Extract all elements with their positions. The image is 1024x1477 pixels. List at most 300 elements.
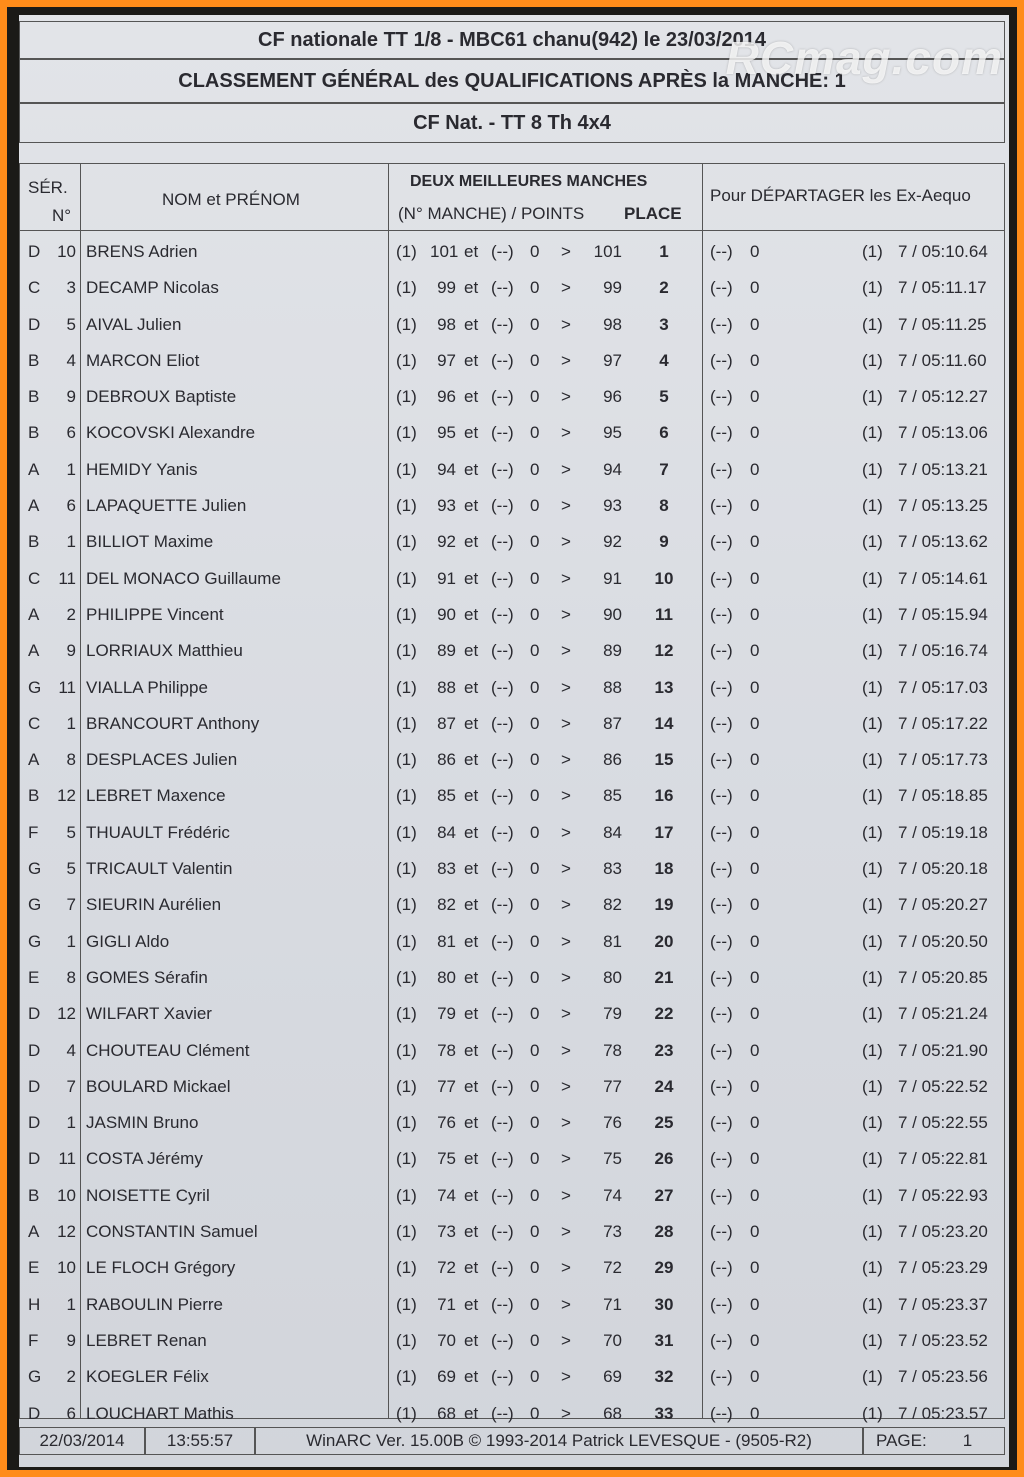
et-label: et	[464, 713, 479, 733]
tiebreak-time: 7 / 05:20.27	[898, 895, 988, 915]
manche-1-points: 72	[437, 1258, 456, 1278]
tiebreak-points: 0	[750, 1185, 760, 1205]
manche-2-points: 0	[530, 387, 540, 407]
table-row	[20, 234, 1004, 270]
place: 5	[659, 387, 669, 407]
manche-2-points: 0	[530, 931, 540, 951]
tiebreak-time: 7 / 05:20.85	[898, 967, 988, 987]
total-points: 94	[603, 459, 622, 479]
tiebreak-points: 0	[750, 1294, 760, 1314]
et-label: et	[464, 604, 479, 624]
place: 21	[654, 967, 674, 987]
tiebreak-best-manche: (1)	[862, 1149, 883, 1169]
tiebreak-best-manche: (1)	[862, 641, 883, 661]
manche-1-label: (1)	[396, 278, 417, 298]
tiebreak-points: 0	[750, 822, 760, 842]
place: 17	[654, 822, 674, 842]
place: 22	[654, 1004, 674, 1024]
place: 28	[654, 1222, 674, 1242]
manche-2-points: 0	[530, 242, 540, 261]
tiebreak-points: 0	[750, 496, 760, 516]
manche-1-points: 97	[437, 350, 456, 370]
total-points: 70	[603, 1330, 622, 1350]
manche-2-label: (--)	[491, 496, 514, 516]
manche-2-label: (--)	[491, 1004, 514, 1024]
tiebreak-best-manche: (1)	[862, 713, 883, 733]
gt-sign: >	[561, 641, 571, 661]
et-label: et	[464, 895, 479, 915]
tiebreak-best-manche: (1)	[862, 1367, 883, 1387]
print-date: 22/03/2014	[19, 1427, 145, 1455]
tiebreak-manche: (--)	[710, 677, 733, 697]
driver-name: VIALLA Philippe	[86, 677, 208, 697]
et-label: et	[464, 822, 479, 842]
tiebreak-best-manche: (1)	[862, 895, 883, 915]
manche-2-label: (--)	[491, 859, 514, 879]
tiebreak-manche: (--)	[710, 1258, 733, 1278]
manche-2-label: (--)	[491, 713, 514, 733]
series-letter: D	[28, 1403, 41, 1423]
col-header-ser: SÉR.	[28, 178, 68, 197]
tiebreak-points: 0	[750, 242, 760, 261]
tiebreak-points: 0	[750, 604, 760, 624]
manche-1-label: (1)	[396, 641, 417, 661]
place: 9	[659, 532, 669, 552]
et-label: et	[464, 677, 479, 697]
gt-sign: >	[561, 532, 571, 552]
gt-sign: >	[561, 750, 571, 770]
manche-2-points: 0	[530, 314, 540, 334]
tiebreak-best-manche: (1)	[862, 1040, 883, 1060]
tiebreak-best-manche: (1)	[862, 677, 883, 697]
manche-2-points: 0	[530, 1076, 540, 1096]
manche-1-label: (1)	[396, 1222, 417, 1242]
series-number: 10	[57, 242, 76, 261]
manche-1-label: (1)	[396, 859, 417, 879]
manche-1-label: (1)	[396, 1004, 417, 1024]
manche-2-points: 0	[530, 423, 540, 443]
tiebreak-points: 0	[750, 568, 760, 588]
col-header-best-sub: (N° MANCHE) / POINTS	[398, 204, 585, 223]
tiebreak-time: 7 / 05:15.94	[898, 604, 988, 624]
tiebreak-time: 7 / 05:13.06	[898, 423, 988, 443]
tiebreak-best-manche: (1)	[862, 1403, 883, 1423]
tiebreak-points: 0	[750, 423, 760, 443]
manche-1-points: 71	[437, 1294, 456, 1314]
manche-2-points: 0	[530, 822, 540, 842]
et-label: et	[464, 750, 479, 770]
tiebreak-manche: (--)	[710, 1149, 733, 1169]
gt-sign: >	[561, 314, 571, 334]
manche-2-points: 0	[530, 1149, 540, 1169]
gt-sign: >	[561, 1149, 571, 1169]
total-points: 89	[603, 641, 622, 661]
tiebreak-best-manche: (1)	[862, 568, 883, 588]
tiebreak-best-manche: (1)	[862, 496, 883, 516]
et-label: et	[464, 1222, 479, 1242]
manche-1-points: 99	[437, 278, 456, 298]
total-points: 79	[603, 1004, 622, 1024]
tiebreak-points: 0	[750, 1403, 760, 1423]
manche-2-points: 0	[530, 677, 540, 697]
manche-2-points: 0	[530, 568, 540, 588]
tiebreak-manche: (--)	[710, 350, 733, 370]
tiebreak-best-manche: (1)	[862, 387, 883, 407]
driver-name: LE FLOCH Grégory	[86, 1258, 236, 1278]
tiebreak-best-manche: (1)	[862, 1185, 883, 1205]
table-row	[20, 379, 1004, 415]
manche-1-label: (1)	[396, 496, 417, 516]
series-letter: G	[28, 1367, 42, 1387]
tiebreak-manche: (--)	[710, 604, 733, 624]
place: 31	[654, 1330, 674, 1350]
manche-1-points: 81	[437, 931, 456, 951]
et-label: et	[464, 967, 479, 987]
series-number: 1	[66, 1113, 76, 1133]
total-points: 101	[593, 242, 622, 261]
table-row	[20, 1287, 1004, 1323]
tiebreak-points: 0	[750, 677, 760, 697]
manche-2-label: (--)	[491, 1149, 514, 1169]
gt-sign: >	[561, 1330, 571, 1350]
page-number: 1	[962, 1431, 973, 1450]
total-points: 80	[603, 967, 622, 987]
series-letter: D	[28, 1004, 41, 1024]
series-number: 1	[66, 532, 76, 552]
place: 29	[654, 1258, 674, 1278]
table-row	[20, 524, 1004, 560]
driver-name: PHILIPPE Vincent	[86, 604, 224, 624]
manche-2-points: 0	[530, 1330, 540, 1350]
gt-sign: >	[561, 242, 571, 261]
tiebreak-time: 7 / 05:23.56	[898, 1367, 988, 1387]
tiebreak-manche: (--)	[710, 532, 733, 552]
series-number: 7	[66, 895, 76, 915]
manche-2-points: 0	[530, 1113, 540, 1133]
tiebreak-time: 7 / 05:22.55	[898, 1113, 988, 1133]
manche-1-label: (1)	[396, 1294, 417, 1314]
et-label: et	[464, 1185, 479, 1205]
place: 33	[654, 1403, 674, 1423]
driver-name: DESPLACES Julien	[86, 750, 238, 770]
manche-1-label: (1)	[396, 1040, 417, 1060]
tiebreak-points: 0	[750, 895, 760, 915]
table-row	[20, 307, 1004, 343]
gt-sign: >	[561, 1113, 571, 1133]
series-letter: B	[28, 423, 40, 443]
tiebreak-best-manche: (1)	[862, 314, 883, 334]
series-number: 4	[66, 350, 76, 370]
manche-1-label: (1)	[396, 314, 417, 334]
series-letter: D	[28, 1076, 41, 1096]
driver-name: DEL MONACO Guillaume	[86, 568, 281, 588]
manche-2-label: (--)	[491, 459, 514, 479]
place: 24	[654, 1076, 674, 1096]
series-letter: B	[28, 387, 40, 407]
tiebreak-time: 7 / 05:23.52	[898, 1330, 988, 1350]
tiebreak-time: 7 / 05:10.64	[898, 242, 988, 261]
manche-1-points: 69	[437, 1367, 456, 1387]
manche-2-label: (--)	[491, 1294, 514, 1314]
manche-1-points: 70	[437, 1330, 456, 1350]
tiebreak-points: 0	[750, 1076, 760, 1096]
tiebreak-points: 0	[750, 786, 760, 806]
gt-sign: >	[561, 568, 571, 588]
table-row	[20, 343, 1004, 379]
driver-name: BRENS Adrien	[86, 242, 198, 261]
gt-sign: >	[561, 278, 571, 298]
tiebreak-manche: (--)	[710, 1294, 733, 1314]
gt-sign: >	[561, 931, 571, 951]
gt-sign: >	[561, 496, 571, 516]
manche-2-label: (--)	[491, 1076, 514, 1096]
series-number: 8	[66, 750, 76, 770]
manche-1-label: (1)	[396, 1403, 417, 1423]
series-letter: B	[28, 532, 40, 552]
table-row	[20, 1214, 1004, 1250]
tiebreak-time: 7 / 05:17.03	[898, 677, 988, 697]
manche-2-label: (--)	[491, 242, 514, 261]
manche-1-points: 82	[437, 895, 456, 915]
total-points: 76	[603, 1113, 622, 1133]
manche-1-label: (1)	[396, 1113, 417, 1133]
tiebreak-best-manche: (1)	[862, 1222, 883, 1242]
tiebreak-manche: (--)	[710, 387, 733, 407]
manche-1-label: (1)	[396, 822, 417, 842]
series-letter: B	[28, 786, 40, 806]
tiebreak-manche: (--)	[710, 1222, 733, 1242]
driver-name: GOMES Sérafin	[86, 967, 208, 987]
tiebreak-manche: (--)	[710, 496, 733, 516]
series-letter: C	[28, 278, 41, 298]
et-label: et	[464, 1004, 479, 1024]
tiebreak-time: 7 / 05:21.24	[898, 1004, 988, 1024]
tiebreak-points: 0	[750, 278, 760, 298]
tiebreak-time: 7 / 05:20.50	[898, 931, 988, 951]
series-number: 1	[66, 713, 76, 733]
gt-sign: >	[561, 1004, 571, 1024]
place: 26	[654, 1149, 674, 1169]
tiebreak-points: 0	[750, 532, 760, 552]
total-points: 78	[603, 1040, 622, 1060]
series-number: 6	[66, 423, 76, 443]
manche-1-points: 89	[437, 641, 456, 661]
driver-name: LAPAQUETTE Julien	[86, 496, 247, 516]
manche-1-points: 94	[437, 459, 456, 479]
place: 14	[654, 713, 674, 733]
tiebreak-best-manche: (1)	[862, 786, 883, 806]
manche-2-label: (--)	[491, 677, 514, 697]
tiebreak-manche: (--)	[710, 641, 733, 661]
series-letter: B	[28, 350, 40, 370]
tiebreak-time: 7 / 05:20.18	[898, 859, 988, 879]
manche-2-points: 0	[530, 1222, 540, 1242]
manche-2-label: (--)	[491, 568, 514, 588]
driver-name: RABOULIN Pierre	[86, 1294, 223, 1314]
manche-1-points: 88	[437, 677, 456, 697]
series-letter: C	[28, 568, 41, 588]
tiebreak-points: 0	[750, 967, 760, 987]
place: 19	[654, 895, 674, 915]
tiebreak-best-manche: (1)	[862, 750, 883, 770]
category-title: CF Nat. - TT 8 Th 4x4	[19, 103, 1005, 143]
series-letter: D	[28, 1040, 41, 1060]
et-label: et	[464, 1258, 479, 1278]
tiebreak-points: 0	[750, 314, 760, 334]
place: 32	[654, 1367, 674, 1387]
tiebreak-manche: (--)	[710, 1113, 733, 1133]
series-letter: D	[28, 314, 41, 334]
total-points: 68	[603, 1403, 622, 1423]
tiebreak-points: 0	[750, 1258, 760, 1278]
tiebreak-manche: (--)	[710, 1330, 733, 1350]
manche-2-label: (--)	[491, 750, 514, 770]
series-number: 1	[66, 931, 76, 951]
manche-1-label: (1)	[396, 532, 417, 552]
print-time: 13:55:57	[145, 1427, 255, 1455]
manche-1-points: 79	[437, 1004, 456, 1024]
manche-1-points: 90	[437, 604, 456, 624]
series-number: 8	[66, 967, 76, 987]
manche-2-points: 0	[530, 278, 540, 298]
place: 27	[654, 1185, 674, 1205]
driver-name: KOEGLER Félix	[86, 1367, 209, 1387]
gt-sign: >	[561, 1367, 571, 1387]
gt-sign: >	[561, 967, 571, 987]
gt-sign: >	[561, 1185, 571, 1205]
place: 30	[654, 1294, 674, 1314]
place: 7	[659, 459, 669, 479]
total-points: 92	[603, 532, 622, 552]
tiebreak-time: 7 / 05:16.74	[898, 641, 988, 661]
total-points: 97	[603, 350, 622, 370]
table-row	[20, 633, 1004, 669]
tiebreak-manche: (--)	[710, 822, 733, 842]
total-points: 98	[603, 314, 622, 334]
tiebreak-best-manche: (1)	[862, 459, 883, 479]
manche-2-points: 0	[530, 859, 540, 879]
total-points: 84	[603, 822, 622, 842]
tiebreak-time: 7 / 05:13.21	[898, 459, 988, 479]
manche-1-label: (1)	[396, 604, 417, 624]
manche-1-label: (1)	[396, 931, 417, 951]
manche-2-label: (--)	[491, 314, 514, 334]
manche-2-points: 0	[530, 459, 540, 479]
place: 18	[654, 859, 674, 879]
place: 16	[654, 786, 674, 806]
series-number: 11	[58, 677, 76, 697]
manche-2-points: 0	[530, 967, 540, 987]
tiebreak-best-manche: (1)	[862, 604, 883, 624]
manche-1-label: (1)	[396, 1367, 417, 1387]
driver-name: BRANCOURT Anthony	[86, 713, 260, 733]
table-row	[20, 851, 1004, 887]
manche-2-label: (--)	[491, 1403, 514, 1423]
manche-2-points: 0	[530, 350, 540, 370]
series-number: 1	[66, 1294, 76, 1314]
series-letter: A	[28, 1222, 40, 1242]
ranking-title: CLASSEMENT GÉNÉRAL des QUALIFICATIONS APRÈS la MANCHE: 1	[19, 59, 1005, 103]
table-row	[20, 960, 1004, 996]
tiebreak-time: 7 / 05:11.17	[898, 278, 987, 298]
table-row	[20, 924, 1004, 960]
total-points: 88	[603, 677, 622, 697]
manche-2-label: (--)	[491, 278, 514, 298]
gt-sign: >	[561, 387, 571, 407]
tiebreak-manche: (--)	[710, 278, 733, 298]
manche-2-points: 0	[530, 1258, 540, 1278]
series-number: 3	[66, 278, 76, 298]
manche-2-label: (--)	[491, 387, 514, 407]
tiebreak-best-manche: (1)	[862, 242, 883, 261]
series-letter: D	[28, 1113, 41, 1133]
driver-name: GIGLI Aldo	[86, 931, 170, 951]
tiebreak-best-manche: (1)	[862, 1004, 883, 1024]
series-number: 11	[58, 1149, 76, 1169]
tiebreak-points: 0	[750, 459, 760, 479]
series-number: 12	[57, 786, 76, 806]
tiebreak-best-manche: (1)	[862, 859, 883, 879]
et-label: et	[464, 931, 479, 951]
footer	[19, 1427, 1005, 1459]
table-row	[20, 597, 1004, 633]
manche-1-points: 96	[437, 387, 456, 407]
series-letter: F	[28, 1330, 39, 1350]
manche-1-points: 78	[437, 1040, 456, 1060]
tiebreak-manche: (--)	[710, 1367, 733, 1387]
manche-2-points: 0	[530, 1367, 540, 1387]
series-number: 2	[66, 604, 76, 624]
table-row	[20, 706, 1004, 742]
tiebreak-best-manche: (1)	[862, 1258, 883, 1278]
manche-2-label: (--)	[491, 786, 514, 806]
place: 1	[659, 242, 669, 261]
manche-1-label: (1)	[396, 967, 417, 987]
place: 4	[659, 350, 669, 370]
tiebreak-best-manche: (1)	[862, 1076, 883, 1096]
tiebreak-time: 7 / 05:22.93	[898, 1185, 988, 1205]
gt-sign: >	[561, 1294, 571, 1314]
tiebreak-points: 0	[750, 350, 760, 370]
place: 13	[654, 677, 674, 697]
tiebreak-time: 7 / 05:12.27	[898, 387, 988, 407]
manche-2-points: 0	[530, 895, 540, 915]
manche-1-label: (1)	[396, 786, 417, 806]
series-number: 5	[66, 859, 76, 879]
total-points: 96	[603, 387, 622, 407]
manche-1-label: (1)	[396, 1330, 417, 1350]
series-letter: G	[28, 895, 42, 915]
driver-name: BOULARD Mickael	[86, 1076, 231, 1096]
tiebreak-points: 0	[750, 1222, 760, 1242]
total-points: 82	[603, 895, 622, 915]
page-label: PAGE:	[876, 1431, 927, 1450]
tiebreak-manche: (--)	[710, 1004, 733, 1024]
tiebreak-best-manche: (1)	[862, 822, 883, 842]
total-points: 85	[603, 786, 622, 806]
manche-1-points: 77	[437, 1076, 456, 1096]
manche-2-label: (--)	[491, 931, 514, 951]
gt-sign: >	[561, 350, 571, 370]
series-letter: B	[28, 1185, 40, 1205]
driver-name: COSTA Jérémy	[86, 1149, 203, 1169]
tiebreak-points: 0	[750, 1113, 760, 1133]
tiebreak-manche: (--)	[710, 786, 733, 806]
table-row	[20, 1105, 1004, 1141]
driver-name: NOISETTE Cyril	[86, 1185, 210, 1205]
tiebreak-manche: (--)	[710, 895, 733, 915]
manche-1-label: (1)	[396, 677, 417, 697]
